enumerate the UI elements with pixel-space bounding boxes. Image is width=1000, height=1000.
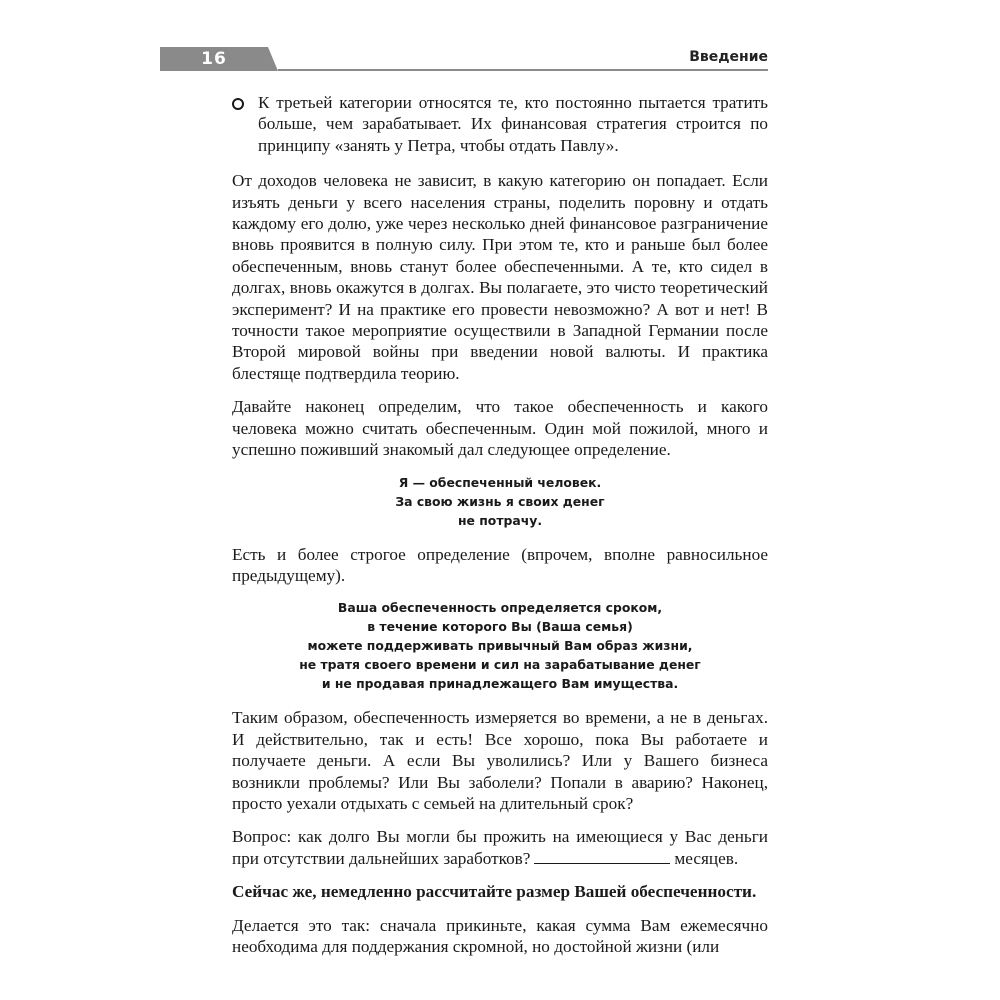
- quote-line: в течение которого Вы (Ваша семья): [367, 619, 633, 635]
- page-number: 16: [201, 49, 227, 69]
- paragraph: Делается это так: сначала прикиньте, какая сумма Вам ежемесячно необходима для поддержания скромной, но достойной жизни (или: [232, 915, 768, 956]
- paragraph: Есть и более строгое определение (впрочем, вполне равносильное предыдущему).: [232, 544, 768, 585]
- question-suffix: месяцев.: [674, 848, 739, 868]
- header-rule: [278, 69, 768, 71]
- paragraph: От доходов человека не зависит, в какую категорию он попадает. Если изъять деньги у всего населения страны, поделить поровну и отдать каждому его долю, уже через несколько дней финансовое разграничение вновь проявится в полную силу. При этом те, кто и раньше был более обеспеченным, вновь станут более обеспеченными. А те, кто сидел в долгах, вновь окажутся в долгах. Вы полагаете, это чисто теоретический эксперимент? И на практике его провести невозможно? А вот и нет! В точности такое мероприятие осуществили в Западной Германии после Второй мировой войны при введении новой валюты. И практика блестяще подтвердила теорию.: [232, 171, 768, 383]
- list-item: [232, 92, 768, 156]
- question-text: Вопрос: как долго Вы могли бы прожить на имеющиеся у Вас деньги при отсутствии дальнейших заработков?: [232, 827, 768, 868]
- page-content: [232, 92, 768, 969]
- circle-bullet-icon: [232, 98, 244, 110]
- quote-line: можете поддерживать привычный Вам образ жизни,: [307, 638, 693, 654]
- quote-line: не потрачу.: [457, 512, 543, 528]
- quote-line: Ваша обеспеченность определяется сроком,: [337, 600, 663, 616]
- list-item-text: К третьей категории относятся те, кто постоянно пытается тратить больше, чем зарабатывает. Их финансовая стратегия строится по принципу «занять у Петра, чтобы отдать Павлу».: [258, 93, 768, 155]
- answer-blank: [534, 849, 670, 864]
- paragraph: Таким образом, обеспеченность измеряется во времени, а не в деньгах. И действительно, так и есть! Все хорошо, пока Вы работаете и получаете деньги. А если Вы уволились? Или у Вашего бизнеса возникли проблемы? Или Вы заболели? Попали в аварию? Наконец, просто уехали отдыхать с семьей на длительный срок?: [232, 708, 768, 813]
- quote-line: не тратя своего времени и сил на зарабатывание денег: [299, 657, 701, 673]
- definition-quote: [232, 473, 768, 530]
- definition-quote: [232, 598, 768, 693]
- quote-line: За свою жизнь я своих денег: [395, 493, 605, 509]
- question-paragraph: [232, 826, 768, 869]
- quote-line: и не продавая принадлежащего Вам имущества.: [321, 676, 679, 692]
- page-header: [160, 47, 768, 71]
- quote-line: Я — обеспеченный человек.: [398, 474, 602, 490]
- paragraph: Давайте наконец определим, что такое обеспеченность и какого человека можно считать обеспеченным. Один мой пожилой, много и успешно поживший знакомый дал следующее определение.: [232, 397, 768, 460]
- emphasis-heading: Сейчас же, немедленно рассчитайте размер Вашей обеспеченности.: [232, 882, 757, 902]
- section-title: Введение: [689, 49, 768, 65]
